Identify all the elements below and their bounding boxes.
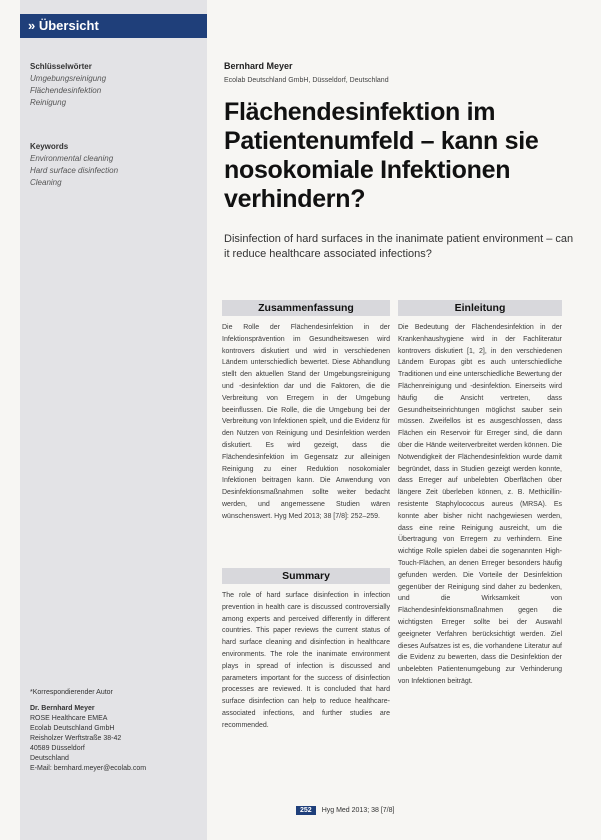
summary-text: The role of hard surface disinfection in infection prevention in health care is discussed controversially among experts and perceived differently in different countries. This paper reviews the current status of hard surface cleaning and disinfection in healthcare environments. The role the inanimate environment plays in spread of infection is discussed and parameters important for the success of disinfection processes are reviewed. It is concluded that hard surface disinfection can help to reduce healthcare-associated infections, and further studies are recommended.: [222, 592, 390, 729]
keyword-de-item: Umgebungsreinigung: [30, 74, 107, 83]
english-keywords: [30, 142, 200, 187]
einleitung-heading: Einleitung: [398, 300, 562, 316]
title-line: Patientenumfeld – kann sie: [224, 127, 539, 155]
corr-line: 40589 Düsseldorf: [30, 745, 85, 752]
zusammenfassung-heading: Zusammenfassung: [222, 300, 390, 316]
article-subtitle: Disinfection of hard surfaces in the inanimate patient environment – can it reduce healthcare associated infections?: [224, 233, 574, 260]
keyword-en-item: Cleaning: [30, 178, 62, 187]
title-line: Flächendesinfektion im: [224, 98, 496, 126]
corr-email[interactable]: E-Mail: bernhard.meyer@ecolab.com: [30, 765, 147, 772]
keyword-en-item: Environmental cleaning: [30, 154, 114, 163]
german-keywords: [30, 62, 200, 107]
author-name: Bernhard Meyer: [224, 61, 293, 71]
journal-citation: Hyg Med 2013; 38 [7/8]: [321, 807, 395, 814]
section-tab[interactable]: » Übersicht: [20, 14, 207, 38]
author-affiliation: Ecolab Deutschland GmbH, Düsseldorf, Deutschland: [224, 77, 389, 84]
corr-label: *Korrespondierender Autor: [30, 689, 113, 696]
keyword-en-item: Hard surface disinfection: [30, 166, 119, 175]
page-footer: [296, 806, 394, 815]
page-number: 252: [296, 806, 316, 815]
corresponding-author: [30, 688, 200, 774]
corr-line: Ecolab Deutschland GmbH: [30, 725, 115, 732]
corr-line: Dr. Bernhard Meyer: [30, 705, 95, 712]
corr-line: Deutschland: [30, 755, 69, 762]
article-title: [224, 98, 584, 214]
einleitung-text: Die Bedeutung der Flächendesinfektion in der Krankenhaushygiene wird in der Fachliteratur kontrovers diskutiert [1, 2], in den verschiedenen Ländern Europas gibt es auch unterschiedliche Traditionen und eine unterschiedliche Bewertung der Flächenreinigung und -desinfektion. Einerseits wird häufig die Ansicht vertreten, dass Gesundheitseinrichtungen möglichst sauber sein müssen. Zweifellos ist es ausgeschlossen, dass Flächen ein Reservoir für Erreger sind, die dann über die Hände weiterverbreitet werden können. Die Notwendigkeit der Flächendesinfektion wurde damit begründet, dass in Studien gezeigt werden konnte, dass Erreger auf unbelebten Oberflächen über längere Zeit überleben können, z. B. Methicillin-resistente Staphylococcus aureus (MRSA). Es konnte aber bisher nicht nachgewiesen werden, dass eine reine Reinigung ausreicht, um die Übertragung von Erregern zu verhindern. Eine wichtige Rolle spielen dabei die sogenannten High-Touch-Flächen, an denen Erreger besonders häufig gefunden werden. Die Vorteile der Desinfektion gegenüber der Reinigung sind daher zu bedenken, und die Wirksamkeit von Flächendesinfektionsmaßnahmen gegen die wichtigsten Erreger sollte bei der Auswahl geeigneter Verfahren berücksichtigt werden. Ziel dieses Aufsatzes ist es, die vorhandene Literatur auf die Evidenz zu bewerten, dass die Desinfektion der unbelebten Patientenumgebung zur Verhinderung von Infektionen beiträgt.: [398, 324, 562, 685]
keyword-de-item: Flächendesinfektion: [30, 86, 102, 95]
keywords-en-label: Keywords: [30, 142, 69, 151]
title-line: verhindern?: [224, 185, 366, 213]
summary-heading: Summary: [222, 568, 390, 584]
title-line: nosokomiale Infektionen: [224, 156, 511, 184]
keywords-de-label: Schlüsselwörter: [30, 62, 92, 71]
zusammenfassung-text: Die Rolle der Flächendesinfektion in der Infektionsprävention im Gesundheitswesen wird kontrovers diskutiert und wird in verschiedenen Ländern unterschiedlich bewertet. Diese Abhandlung stellt den aktuellen Stand der Umgebungsreinigung und -desinfektion dar und die Faktoren, die die Verbreitung von Erregern in der Umgebung beeinflussen. Die Rolle, die die Umgebung bei der Verbreitung von Infektionen spielt, und die Evidenz für den Nutzen von Reinigung und Desinfektion werden diskutiert. Es wird gezeigt, dass die Flächendesinfektion im Gegensatz zur alleinigen Reinigung zu einer Reduktion nosokomialer Infektionen beitragen kann. Die Anwendung von Desinfektionsmaßnahmen sollte weiter bedacht werden, und angemessene Studien wären wünschenswert. Hyg Med 2013; 38 [7/8]: 252–259.: [222, 324, 390, 520]
keyword-de-item: Reinigung: [30, 98, 67, 107]
corr-line: Reisholzer Werftstraße 38-42: [30, 735, 122, 742]
corr-line: ROSE Healthcare EMEA: [30, 715, 108, 722]
